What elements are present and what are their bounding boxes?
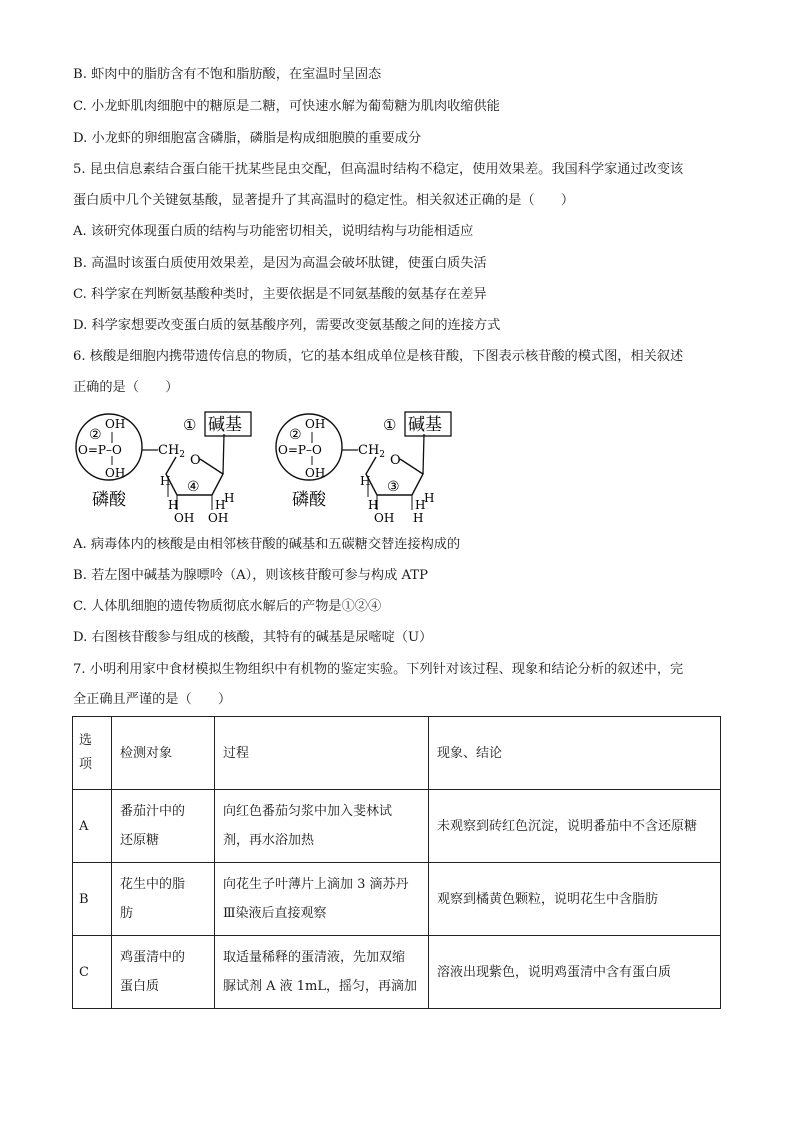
left-nucleotide (76, 412, 251, 525)
row-option: C (73, 936, 112, 1009)
row-option: A (73, 790, 112, 863)
question-5-option-d: D. 科学家想要改变蛋白质的氨基酸序列，需要改变氨基酸之间的连接方式 (73, 318, 501, 333)
table-row (73, 863, 721, 936)
header-result: 现象、结论 (429, 717, 721, 790)
question-6-option-a: A. 病毒体内的核酸是由相邻核苷酸的碱基和五碳糖交替连接构成的 (73, 537, 461, 552)
row-process: 取适量稀释的蛋清液，先加双缩 脲试剂 A 液 1mL，摇匀，再滴加 (215, 936, 429, 1009)
row-process: 向红色番茄匀浆中加入斐林试 剂，再水浴加热 (215, 790, 429, 863)
line-c-option: C. 小龙虾肌肉细胞中的糖原是二糖，可快速水解为葡萄糖为肌肉收缩供能 (73, 99, 500, 114)
oh-top: OH (305, 417, 326, 431)
line-b-option: B. 虾肉中的脂肪含有不饱和脂肪酸，在室温时呈固态 (73, 67, 382, 82)
question-5-stem-2: 蛋白质中几个关键氨基酸，显著提升了其高温时的稳定性。相关叙述正确的是（ ） (73, 193, 575, 208)
header-process: 过程 (215, 717, 429, 790)
h-right: H (224, 491, 235, 505)
ch2-group: $CH_2$ (158, 443, 186, 460)
oh-top: OH (105, 417, 126, 431)
table-row (73, 936, 721, 1009)
row-result: 溶液出现紫色，说明鸡蛋清中含有蛋白质 (429, 936, 721, 1009)
table-header-row (73, 717, 721, 790)
label-2: ② (89, 427, 102, 443)
question-5-option-c: C. 科学家在判断氨基酸种类时，主要依据是不同氨基酸的氨基存在差异 (73, 287, 487, 302)
h-left: H (160, 474, 171, 488)
h-bottom-left: H (368, 498, 379, 512)
right-nucleotide (276, 412, 451, 525)
h-right: H (424, 491, 435, 505)
question-5-option-b: B. 高温时该蛋白质使用效果差，是因为高温会破坏肽键，使蛋白质失活 (73, 256, 487, 271)
question-6-option-c: C. 人体肌细胞的遗传物质彻底水解后的产物是①②④ (73, 599, 382, 614)
ch2-group: $CH_2$ (358, 443, 386, 460)
row-result: 观察到橘黄色颗粒，说明花生中含脂肪 (429, 863, 721, 936)
oh-c2: OH (208, 511, 229, 525)
row-object: 番茄汁中的 还原糖 (112, 790, 215, 863)
ring-oxygen: O (190, 453, 201, 468)
ring-oxygen: O (390, 453, 401, 468)
question-6-option-b: B. 若左图中碱基为腺嘌呤（A），则该核苷酸可参与构成 ATP (73, 568, 428, 583)
nucleotide-diagram (72, 402, 472, 530)
label-4: ④ (187, 479, 200, 495)
line-d-option: D. 小龙虾的卵细胞富含磷脂，磷脂是构成细胞膜的重要成分 (73, 131, 422, 146)
experiment-table (72, 716, 721, 1009)
h-c2: H (413, 511, 424, 525)
oh-c3: OH (174, 511, 195, 525)
oh-bottom: OH (105, 466, 126, 480)
table-row (73, 790, 721, 863)
label-2: ② (289, 427, 302, 443)
question-7-stem-2: 全正确且严谨的是（ ） (73, 692, 232, 707)
oh-c3: OH (374, 511, 395, 525)
base-label: 碱基 (208, 415, 242, 435)
h-bottom-left: H (168, 498, 179, 512)
label-1: ① (183, 416, 197, 434)
row-object: 花生中的脂 肪 (112, 863, 215, 936)
question-7-stem-1: 7. 小明利用家中食材模拟生物组织中有机物的鉴定实验。下列针对该过程、现象和结论分析的叙述中，完 (73, 662, 684, 677)
question-5-option-a: A. 该研究体现蛋白质的结构与功能密切相关，说明结构与功能相适应 (73, 224, 474, 239)
oh-bottom: OH (305, 466, 326, 480)
h-bottom-right: H (415, 498, 426, 512)
label-1: ① (383, 416, 397, 434)
o-p-o: O=P–O (78, 443, 122, 457)
o-p-o: O=P–O (278, 443, 322, 457)
h-bottom-right: H (215, 498, 226, 512)
question-6-option-d: D. 右图核苷酸参与组成的核酸，其特有的碱基是尿嘧啶（U） (73, 630, 433, 645)
h-left: H (360, 474, 371, 488)
row-object: 鸡蛋清中的 蛋白质 (112, 936, 215, 1009)
question-5-stem-1: 5. 昆虫信息素结合蛋白能干扰某些昆虫交配，但高温时结构不稳定，使用效果差。我国科学家通过改变该 (73, 162, 684, 177)
phosphate-label: 磷酸 (92, 490, 126, 510)
row-option: B (73, 863, 112, 936)
label-3: ③ (387, 479, 400, 495)
phosphate-label: 磷酸 (292, 490, 326, 510)
row-result: 未观察到砖红色沉淀，说明番茄中不含还原糖 (429, 790, 721, 863)
header-option: 选项 (73, 717, 112, 790)
question-6-stem-2: 正确的是（ ） (73, 380, 179, 395)
question-6-stem-1: 6. 核酸是细胞内携带遗传信息的物质，它的基本组成单位是核苷酸，下图表示核苷酸的模式图，相关叙述 (73, 349, 684, 364)
header-object: 检测对象 (112, 717, 215, 790)
base-label: 碱基 (408, 415, 442, 435)
row-process: 向花生子叶薄片上滴加 3 滴苏丹 Ⅲ染液后直接观察 (215, 863, 429, 936)
